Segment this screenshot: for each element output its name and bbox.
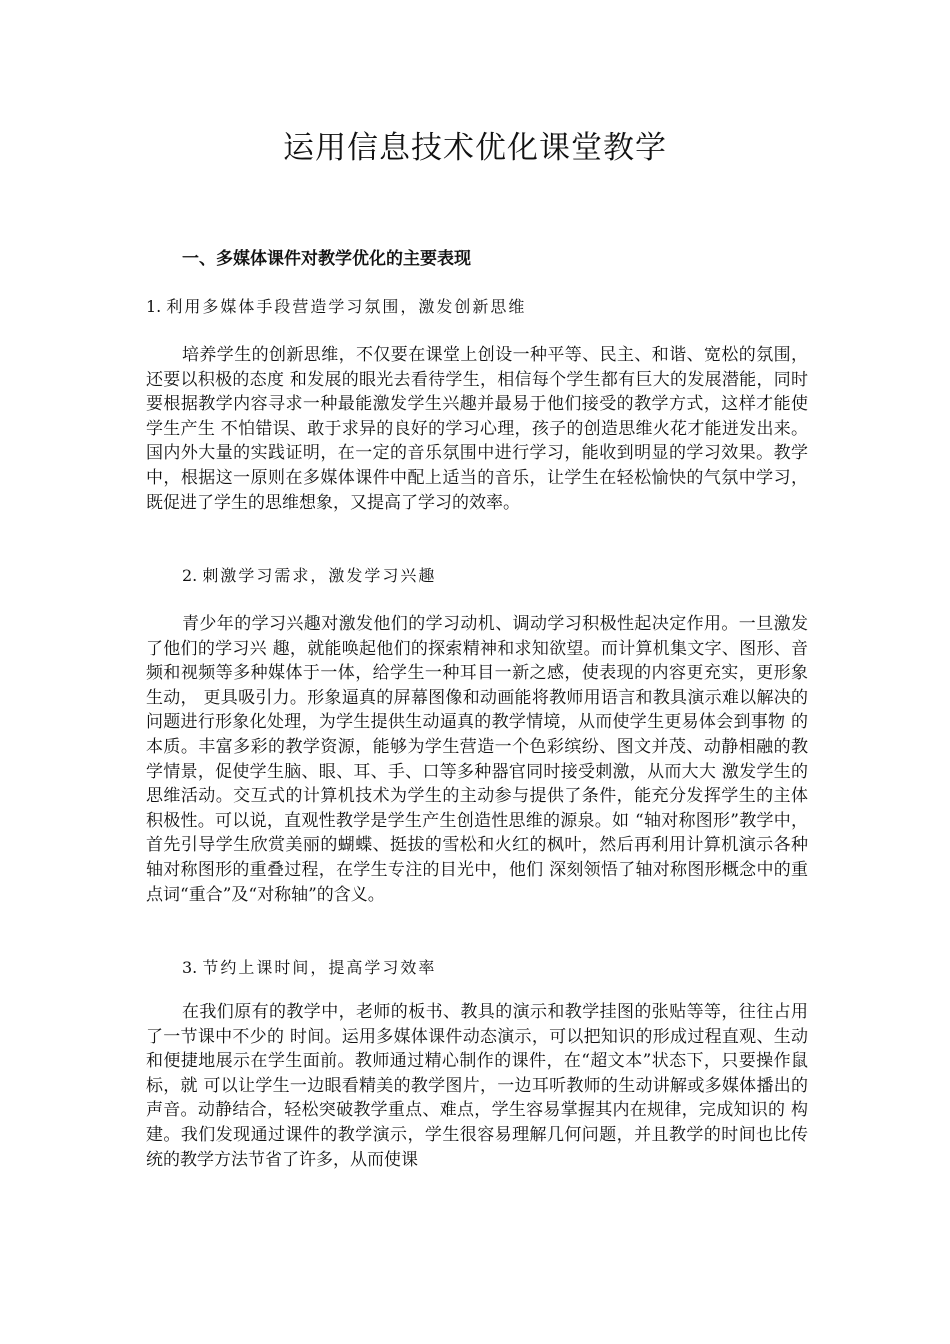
paragraph-2: 青少年的学习兴趣对激发他们的学习动机、调动学习积极性起决定作用。一旦激发了他们的学习兴 趣，就能唤起他们的探索精神和求知欲望。而计算机集文字、图形、音频和视频等多种媒体于一体，给学生一种耳目一新之感，使表现的内容更充实，更形象生动， 更具吸引力。形象逼真的屏幕图像和动画能将教师用语言和教具演示难以解决的问题进行形象化处理，为学生提供生动逼真的教学情境，从而使学生更易体会到事物 的本质。丰富多彩的教学资源，能够为学生营造一个色彩缤纷、图文并茂、动静相融的教学情景，促使学生脑、眼、耳、手、口等多种器官同时接受刺激，从而大大 激发学生的思维活动。交互式的计算机技术为学生的主动参与提供了条件，能充分发挥学生的主体积极性。可以说，直观性教学是学生产生创造性思维的源泉。如 “轴对称图形”教学中，首先引导学生欣赏美丽的蝴蝶、挺拔的雪松和火红的枫叶，然后再利用计算机演示各种轴对称图形的重叠过程，在学生专注的目光中，他们 深刻领悟了轴对称图形概念中的重点词“重合”及“对称轴”的含义。 — [146, 614, 808, 905]
subheading-3-number: 3. — [182, 958, 198, 977]
paragraph-3: 在我们原有的教学中，老师的板书、教具的演示和教学挂图的张贴等等，往往占用了一节课中不少的 时间。运用多媒体课件动态演示，可以把知识的形成过程直观、生动和便捷地展示在学生面前。教师通过精心制作的课件，在“超文本”状态下，只要操作鼠标，就 可以让学生一边眼看精美的教学图片，一边耳听教师的生动讲解或多媒体播出的声音。动静结合，轻松突破教学重点、难点，学生容易掌握其内在规律，完成知识的 构建。我们发现通过课件的教学演示，学生很容易理解几何问题，并且教学的时间也比传统的教学方法节省了许多，从而使课 — [146, 1002, 808, 1170]
subheading-3 — [182, 955, 436, 981]
subheading-1-number: 1. — [146, 297, 162, 316]
paragraph-1: 培养学生的创新思维，不仅要在课堂上创设一种平等、民主、和谐、宽松的氛围，还要以积极的态度 和发展的眼光去看待学生，相信每个学生都有巨大的发展潜能，同时要根据教学内容寻求一种最能激发学生兴趣并最易于他们接受的教学方式，这样才能使学生产生 不怕错误、敢于求异的良好的学习心理，孩子的创造思维火花才能迸发出来。国内外大量的实践证明，在一定的音乐氛围中进行学习，能收到明显的学习效果。教学 中，根据这一原则在多媒体课件中配上适当的音乐，让学生在轻松愉快的气氛中学习，既促进了学生的思维想象，又提高了学习的效率。 — [146, 345, 808, 513]
subheading-2-number: 2. — [182, 566, 198, 585]
section-heading: 一、多媒体课件对教学优化的主要表现 — [182, 249, 471, 269]
document-title: 运用信息技术优化课堂教学 — [283, 130, 667, 166]
subheading-1 — [146, 294, 526, 320]
subheading-3-text: 节约上课时间，提高学习效率 — [202, 958, 437, 977]
subheading-2 — [182, 563, 436, 589]
subheading-1-text: 利用多媒体手段营造学习氛围，激发创新思维 — [166, 297, 527, 316]
subheading-2-text: 刺激学习需求，激发学习兴趣 — [202, 566, 437, 585]
